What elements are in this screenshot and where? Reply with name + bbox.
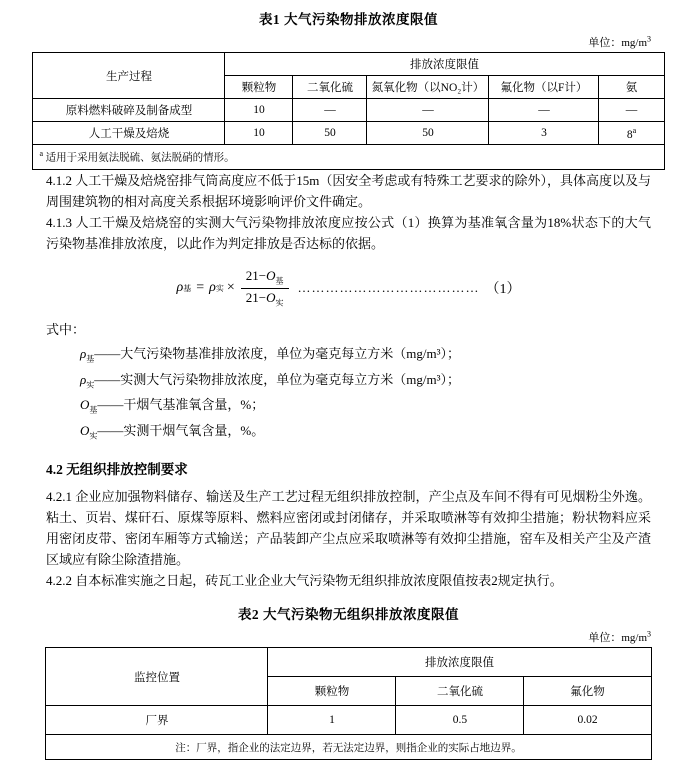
formula-legend-title: 式中： (46, 322, 86, 338)
table2-row1-v1: 1 (268, 706, 396, 735)
table2-header-row-1 (46, 648, 651, 677)
table1-note-text: 适用于采用氨法脱硫、氨法脱硝的情形。 (45, 152, 235, 164)
legend-symbol-1-sub: 基 (86, 355, 95, 365)
formula-numerator (241, 268, 289, 289)
legend-symbol-4-sub: 实 (89, 431, 98, 441)
table1-header-group: 排放浓度限值 (225, 53, 664, 76)
table-row (33, 99, 664, 122)
table2-unit-line (0, 629, 697, 645)
formula-rhs-sub: 实 (215, 283, 224, 293)
formula-leader-dots: ………………………………… (297, 280, 480, 296)
legend-symbol-4: O (80, 422, 90, 438)
table1-header-process: 生产过程 (33, 53, 225, 99)
legend-item (80, 393, 651, 418)
document-page (0, 8, 697, 754)
table2-header-position: 监控位置 (46, 648, 268, 706)
table1-row1-v5: — (599, 99, 664, 122)
formula-rhs-base: ρ (209, 280, 216, 296)
formula-1 (0, 268, 697, 308)
table1-header-row-1 (33, 53, 664, 76)
paragraph-412: 4.1.2 人工干燥及焙烧窑排气筒高度应不低于15m（因安全考虑或有特殊工艺要求的除外），具体高度以及与周围建筑物的相对高度关系根据环境影响评价文件确定。 (46, 173, 651, 210)
formula-denominator (241, 289, 289, 309)
table1-note-mark: a (39, 149, 44, 159)
legend-item (80, 368, 651, 393)
legend-symbol-1: ρ (80, 346, 87, 362)
table1-note-row (33, 145, 664, 170)
legend-text-2: ——实测大气污染物排放浓度，单位为毫克每立方米（mg/m³）； (94, 371, 460, 387)
table1-col-so2: 二氧化硫 (293, 76, 367, 99)
table1-col-fluoride: 氟化物（以F计） (489, 76, 599, 99)
table1-row1-v2: — (293, 99, 367, 122)
formula-num-minus: − (258, 268, 267, 284)
formula-den-minus: − (258, 289, 267, 305)
legend-text-4: ——实测干烟气氧含量，%。 (97, 422, 265, 438)
table1-row2-v4: 3 (489, 122, 599, 145)
table1-unit-line (0, 34, 697, 50)
table1-row2-v5-sup: a (632, 125, 637, 135)
table1-unit-sup: 3 (647, 34, 651, 44)
table2-col-so2: 二氧化硫 (396, 677, 524, 706)
table2-row1-position: 厂界 (46, 706, 268, 735)
formula-number: （1） (485, 282, 521, 298)
table1-col-ammonia: 氨 (599, 76, 664, 99)
table1-row2-process: 人工干燥及焙烧 (33, 122, 225, 145)
table2-note: 注：厂界，指企业的法定边界，若无法定边界，则指企业的实际占地边界。 (46, 735, 651, 760)
table1-row1-v1: 10 (225, 99, 293, 122)
legend-symbol-3: O (80, 397, 90, 413)
table1-col-particulate: 颗粒物 (225, 76, 293, 99)
formula-den-a: 21 (245, 289, 259, 305)
table2-unit-label: 单位： (588, 632, 622, 645)
table2-header-group: 排放浓度限值 (268, 648, 651, 677)
formula-legend (0, 318, 697, 444)
table2-note-row (46, 735, 651, 760)
table1-note (33, 145, 664, 170)
section-42-heading: 4.2 无组织排放控制要求 (46, 461, 188, 477)
table1-row1-v3: — (367, 99, 489, 122)
legend-text-1: ——大气污染物基准排放浓度，单位为毫克每立方米（mg/m³）； (94, 346, 460, 362)
legend-text-3: ——干烟气基准氧含量，%； (97, 397, 265, 413)
table2-row1-v2: 0.5 (396, 706, 524, 735)
formula-num-b-sub: 基 (275, 276, 284, 286)
table1-row1-process: 原料燃料破碎及制备成型 (33, 99, 225, 122)
formula-fraction (241, 268, 289, 308)
legend-symbol-2-sub: 实 (86, 380, 95, 390)
table1-row1-v4: — (489, 99, 599, 122)
table1-row2-v5-value: 8 (626, 128, 633, 141)
table1-col-nox: 氮氧化物（以NO₂计） (367, 76, 489, 99)
paragraph-413: 4.1.3 人工干燥及焙烧窑的实测大气污染物排放浓度应按公式（1）换算为基准氧含量为18%状态下的大气污染物基准排放浓度，以此作为判定排放是否达标的依据。 (46, 215, 651, 252)
table2-unit-sup: 3 (647, 629, 651, 639)
table2-title: 表2 大气污染物无组织排放浓度限值 (237, 607, 460, 623)
table2-unit-value: mg/m (621, 632, 647, 645)
legend-symbol-3-sub: 基 (89, 405, 98, 415)
table-row (46, 706, 651, 735)
table1-row2-v3: 50 (367, 122, 489, 145)
legend-item (80, 342, 651, 367)
formula-times: × (226, 280, 235, 296)
table1 (32, 52, 664, 170)
formula-lhs-sub: 基 (183, 283, 192, 293)
table2 (45, 647, 651, 760)
formula-den-b: O (266, 289, 276, 305)
formula-den-b-sub: 实 (275, 298, 284, 308)
formula-num-a: 21 (245, 268, 259, 284)
legend-symbol-2: ρ (80, 371, 87, 387)
table1-unit-label: 单位： (588, 37, 622, 49)
table1-title: 表1 大气污染物排放浓度限值 (258, 12, 439, 27)
table1-unit-value: mg/m (621, 37, 647, 49)
table1-row2-v1: 10 (225, 122, 293, 145)
table2-row1-v3: 0.02 (524, 706, 651, 735)
table1-row2-v2: 50 (293, 122, 367, 145)
formula-lhs-base: ρ (176, 280, 184, 296)
paragraph-422: 4.2.2 自本标准实施之日起，砖瓦工业企业大气污染物无组织排放浓度限值按表2规定执行。 (46, 573, 563, 589)
table-row (33, 122, 664, 145)
formula-equals: = (196, 280, 205, 296)
legend-item (80, 419, 651, 444)
table2-col-fluoride: 氟化物 (524, 677, 651, 706)
formula-num-b: O (266, 268, 276, 284)
paragraph-421: 4.2.1 企业应加强物料储存、输送及生产工艺过程无组织排放控制，产尘点及车间不得有可见烟粉尘外逸。粘土、页岩、煤矸石、原煤等原料、燃料应密闭或封闭储存，并采取喷淋等有效抑尘措施；粉状物料应采用密闭皮带、密闭车厢等方式输送；产品装卸产尘点应采取喷淋等有效抑尘措施，窑车及相关产尘及产渣区域应有除尘除渣措施。 (46, 488, 651, 568)
table1-row2-v5 (599, 122, 664, 145)
table2-col-particulate: 颗粒物 (268, 677, 396, 706)
